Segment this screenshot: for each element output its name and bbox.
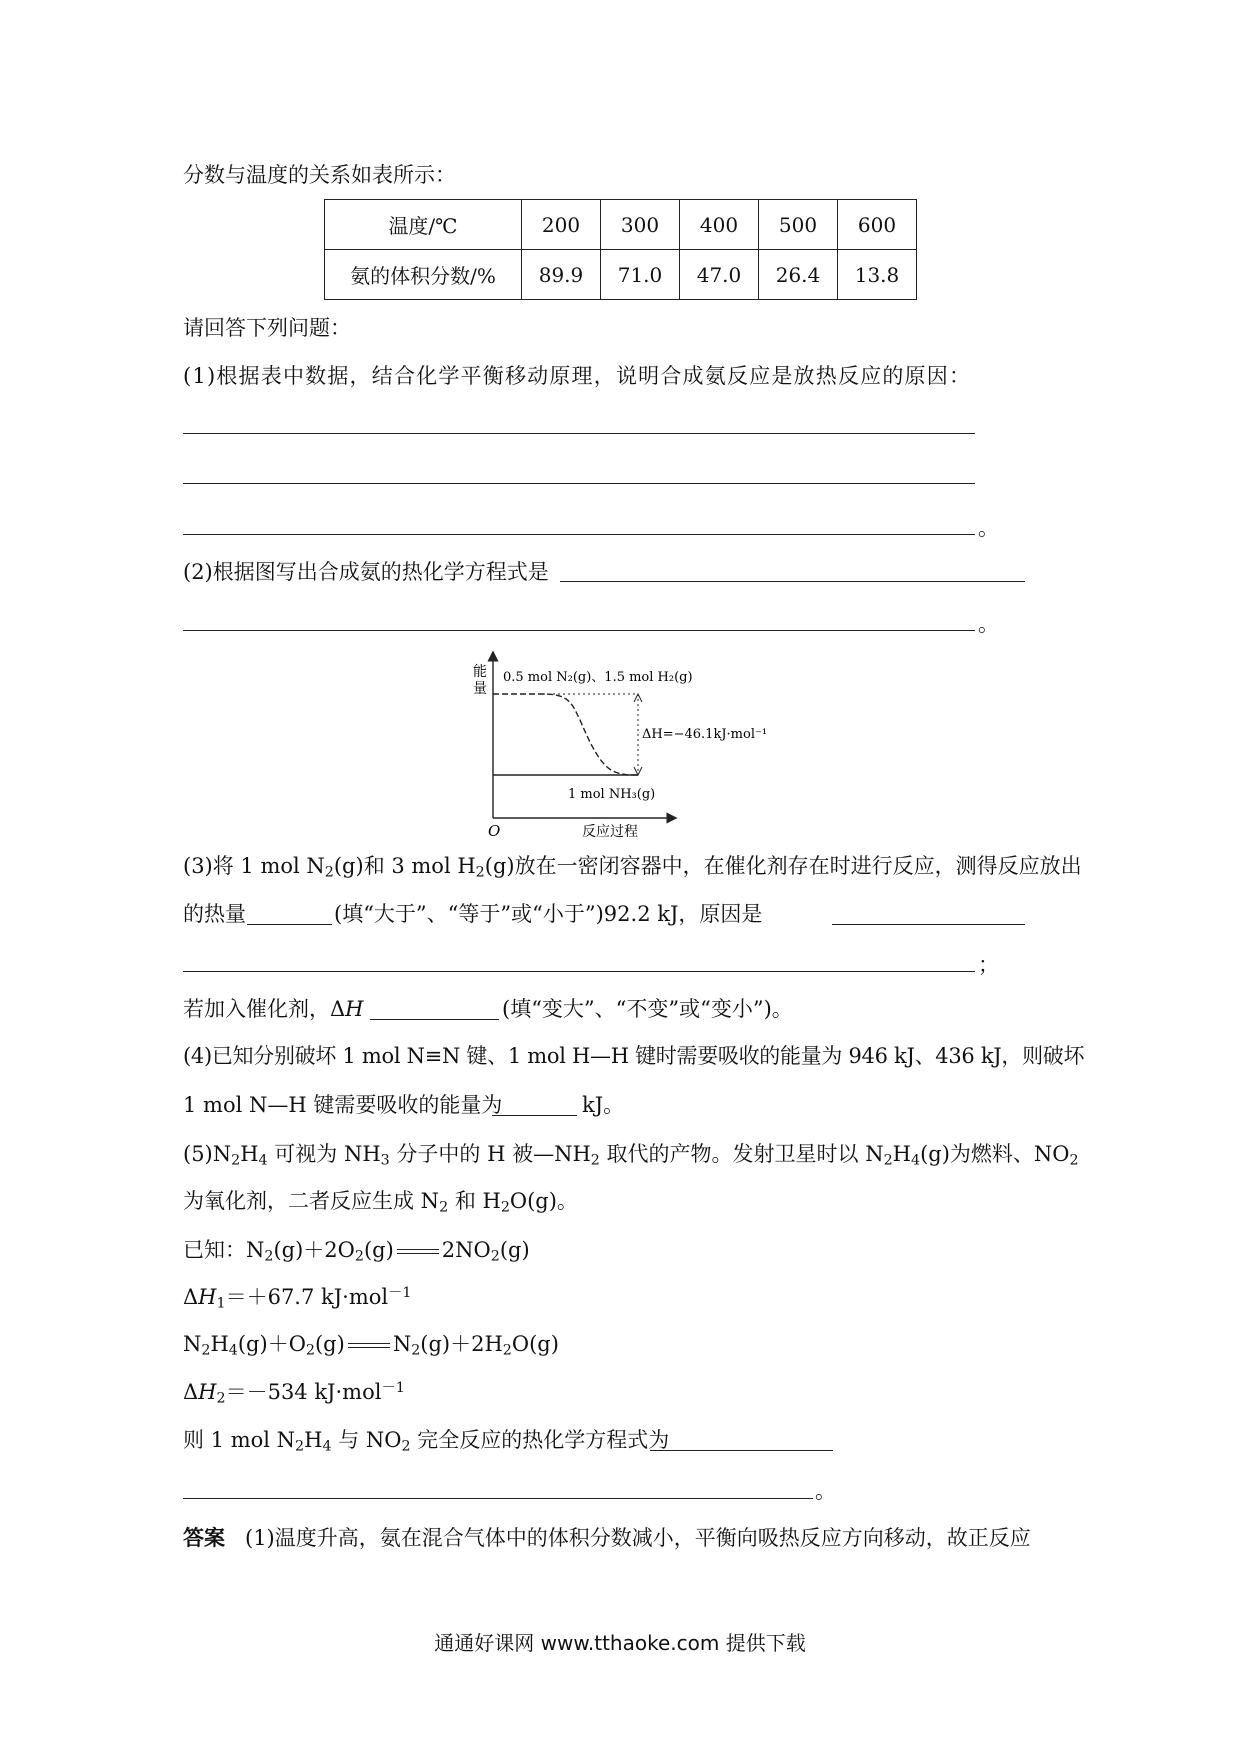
equals-sign — [397, 1249, 439, 1254]
question-5-line-2: 为氧化剂，二者反应生成 $N_2$ 和 $H_2O(g)$。 — [183, 1189, 578, 1216]
question-1: (1)根据表中数据，结合化学平衡移动原理，说明合成氨反应是放热反应的原因： — [183, 364, 972, 388]
table-cell: 300 — [601, 200, 680, 250]
period-mark: 。 — [815, 1479, 836, 1503]
origin-label: O — [488, 822, 501, 838]
question-4-line-2: 1 mol N—H 键需要吸收的能量为 — [183, 1093, 503, 1117]
energy-curve — [493, 694, 638, 775]
energy-diagram — [460, 648, 800, 838]
table-cell: 200 — [522, 200, 601, 250]
product-label: 1 mol NH₃(g) — [568, 787, 656, 802]
answer-label: 答案 — [183, 1526, 225, 1550]
answer-blank[interactable] — [183, 483, 975, 484]
temperature-table — [324, 199, 917, 300]
question-5-line-1: $(5)N_2H_4$ 可视为 $NH_3$ 分子中的 H 被$—NH_2$ 取代的产物。发射卫星时以 $N_2H_4(g)$为燃料、$NO_2$ — [183, 1142, 1079, 1169]
answer-blank[interactable] — [650, 1450, 833, 1451]
answer-blank[interactable] — [183, 433, 975, 434]
answer-blank[interactable] — [183, 1498, 813, 1499]
footer-text: 通通好课网 www.tthaoke.com 提供下载 — [434, 1631, 806, 1655]
question-5-final: 则 1 mol $N_2H_4$ 与 $NO_2$ 完全反应的热化学方程式为 — [183, 1428, 670, 1455]
question-3-line-4: 若加入催化剂，ΔH — [183, 997, 364, 1021]
question-3-line-2-b: (填“大于”、“等于”或“小于”)92.2 kJ，原因是 — [334, 902, 763, 926]
period-mark: 。 — [978, 612, 999, 636]
table-header-temperature: 温度/℃ — [325, 200, 522, 250]
semicolon-mark: ； — [978, 953, 999, 977]
answer-blank[interactable] — [832, 924, 1025, 925]
answer-line — [183, 1523, 1031, 1553]
table-row-fraction — [325, 250, 917, 300]
table-cell: 400 — [680, 200, 759, 250]
delta-h-label: ΔH=−46.1kJ·mol⁻¹ — [642, 727, 768, 742]
delta-h2: $\Delta H_2=-534$ kJ·mol$^{-1}$ — [183, 1379, 405, 1407]
question-3-line-1: (3)将 1 mol $N_2(g)$和 3 mol $H_2(g)$放在一密闭容器中，在催化剂存在时进行反应，测得反应放出 — [183, 854, 1082, 881]
table-cell: 71.0 — [601, 250, 680, 300]
reactants-label: 0.5 mol N₂(g)、1.5 mol H₂(g) — [503, 670, 693, 685]
answer-blank[interactable] — [247, 924, 332, 925]
table-cell: 500 — [759, 200, 838, 250]
answer-blank[interactable] — [183, 534, 975, 535]
table-header-fraction: 氨的体积分数/% — [325, 250, 522, 300]
question-4-unit: kJ。 — [582, 1093, 625, 1117]
x-axis-label: 反应过程 — [582, 824, 638, 838]
table-cell: 47.0 — [680, 250, 759, 300]
question-3-line-2-a: 的热量 — [183, 902, 246, 926]
answer-blank[interactable] — [492, 1115, 577, 1116]
delta-h1: $\Delta H_1=+67.7$ kJ·mol$^{-1}$ — [183, 1284, 412, 1312]
table-cell: 26.4 — [759, 250, 838, 300]
answer-blank[interactable] — [183, 630, 975, 631]
table-cell: 13.8 — [838, 250, 917, 300]
table-row-temperature — [325, 200, 917, 250]
intro-text: 分数与温度的关系如表所示： — [183, 163, 456, 187]
y-axis-label-1: 能 — [473, 664, 487, 680]
period-mark: 。 — [978, 516, 999, 540]
question-3-line-4-tail: (填“变大”、“不变”或“变小”)。 — [502, 997, 793, 1021]
equation-2: $N_2H_4(g)+O_2(g)$ $N_2(g)+2H_2O(g)$ — [183, 1332, 559, 1359]
answer-blank[interactable] — [560, 581, 1025, 582]
prompt-text: 请回答下列问题： — [183, 316, 351, 340]
equation-1: 已知：$N_2(g)+2O_2(g)$ $2NO_2(g)$ — [183, 1238, 530, 1265]
y-axis-label-2: 量 — [473, 681, 487, 697]
question-2: (2)根据图写出合成氨的热化学方程式是 — [183, 560, 549, 584]
equals-sign — [348, 1343, 390, 1348]
answer-text: (1)温度升高，氨在混合气体中的体积分数减小，平衡向吸热反应方向移动，故正反应 — [245, 1526, 1031, 1550]
table-cell: 89.9 — [522, 250, 601, 300]
answer-blank[interactable] — [370, 1019, 499, 1020]
question-4-line-1: (4)已知分别破坏 1 mol N≡N 键、1 mol H—H 键时需要吸收的能量为 946 kJ、436 kJ，则破坏 — [183, 1044, 1085, 1068]
answer-blank[interactable] — [183, 971, 975, 972]
table-cell: 600 — [838, 200, 917, 250]
